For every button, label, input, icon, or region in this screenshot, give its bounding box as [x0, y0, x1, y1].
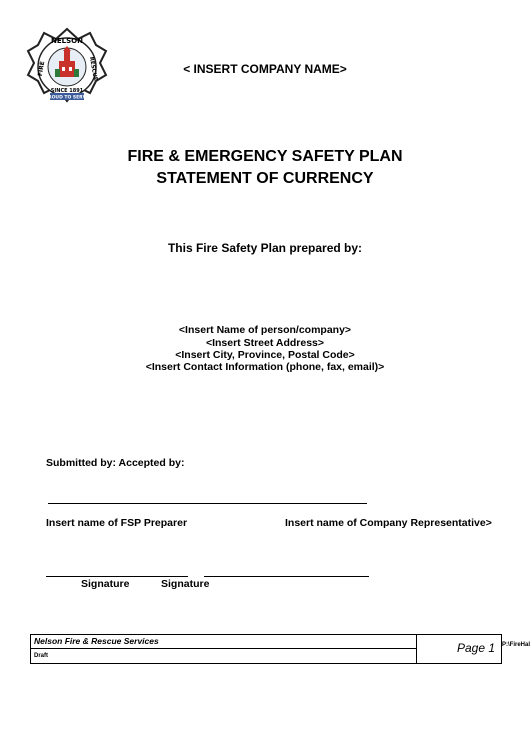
contact-info: <Insert Contact Information (phone, fax, email)>	[145, 361, 385, 373]
footer	[30, 634, 502, 664]
submitted-accepted-heading: Submitted by: Accepted by:	[46, 457, 185, 469]
representative-name-label: Insert name of Company Representative>	[285, 517, 492, 529]
logo-motto: PROUD TO SERVE	[44, 95, 90, 101]
footer-organization: Nelson Fire & Rescue Services	[34, 636, 159, 646]
preparer-signature-label: Signature	[81, 578, 130, 590]
logo-bottom-text: SINCE 1891	[50, 88, 84, 94]
document-subtitle: STATEMENT OF CURRENCY	[156, 170, 374, 187]
logo-left-text: FIRE	[36, 60, 47, 77]
preparer-name-line	[48, 503, 367, 504]
preparer-name-label: Insert name of FSP Preparer	[46, 517, 188, 529]
footer-divider-vertical	[416, 635, 417, 663]
representative-signature-line	[204, 576, 369, 577]
contact-city: <Insert City, Province, Postal Code>	[175, 349, 355, 361]
nelson-fire-rescue-logo	[26, 27, 108, 111]
representative-signature-label: Signature	[161, 578, 210, 590]
company-name-placeholder: < INSERT COMPANY NAME>	[183, 62, 347, 76]
prepared-by-heading: This Fire Safety Plan prepared by:	[167, 241, 363, 255]
footer-file-path: P:\FireHal	[502, 642, 530, 648]
contact-street: <Insert Street Address>	[205, 337, 325, 349]
footer-divider-horizontal	[31, 648, 416, 649]
contact-name: <Insert Name of person/company>	[178, 324, 352, 336]
preparer-signature-line	[46, 576, 188, 577]
footer-status: Draft	[34, 653, 49, 659]
footer-page-number: Page 1	[457, 641, 496, 655]
logo-right-text: RESCUE	[87, 56, 99, 82]
logo-top-text: NELSON	[51, 37, 83, 45]
document-title: FIRE & EMERGENCY SAFETY PLAN	[127, 148, 403, 165]
